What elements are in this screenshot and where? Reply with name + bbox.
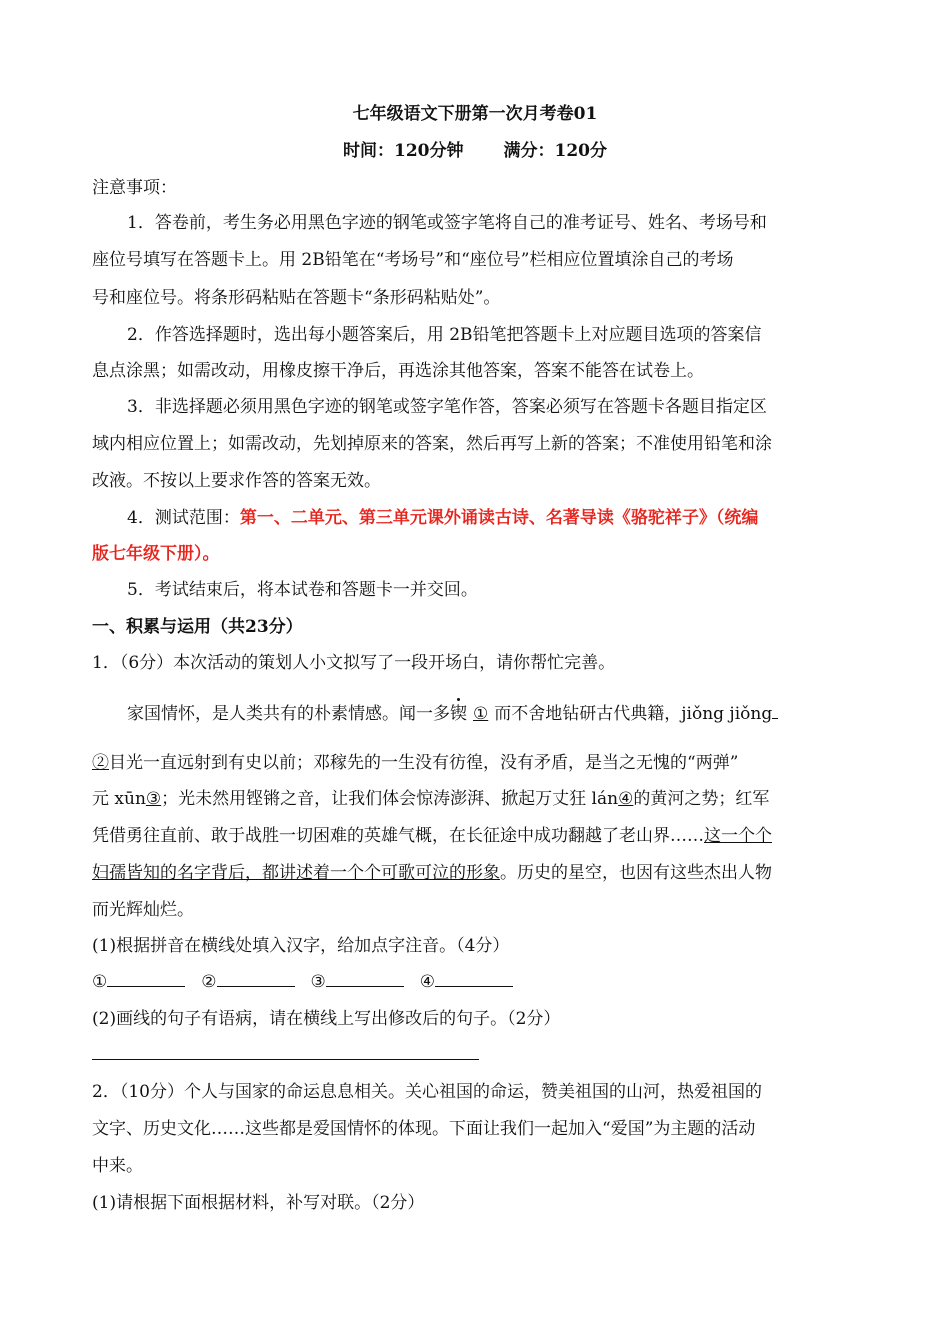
passage-text: 家国情怀，是人类共有的朴素情感。闻一多 xyxy=(127,704,450,724)
passage-text: 。历史的星空，也因有这些杰出人物 xyxy=(500,863,772,883)
blank-1[interactable]: ① xyxy=(473,704,489,724)
blank-4[interactable]: ④ xyxy=(618,789,634,809)
question-2-sub1: (1)请根据下面根据材料，补写对联。（2分） xyxy=(92,1193,425,1213)
answer-line[interactable] xyxy=(92,1059,479,1060)
blank-3[interactable]: ③ xyxy=(145,789,162,809)
passage-text: 目光一直远射到有史以前；邓稼先的一生没有彷徨，没有矛盾，是当之无愧的“两弹” xyxy=(109,753,739,773)
score-label: 满分：120分 xyxy=(503,141,607,161)
passage-line xyxy=(92,825,772,847)
question-2-line: 文字、历史文化……这些都是爱国情怀的体现。下面让我们一起加入“爱国”为主题的活动 xyxy=(92,1119,756,1139)
question-2-line: 2．（10分）个人与国家的命运息息相关。关心祖国的命运，赞美祖国的山河，热爱祖国的 xyxy=(92,1082,762,1102)
answer-field-1[interactable] xyxy=(107,970,185,987)
passage-text: 元 xūn xyxy=(92,789,146,809)
scope-text-cont: 版七年级下册）。 xyxy=(92,544,220,564)
blank-number: ② xyxy=(201,972,217,992)
notice-line: 5．考试结束后，将本试卷和答题卡一并交回。 xyxy=(127,580,478,600)
passage-line: 而光辉灿烂。 xyxy=(92,900,194,920)
notice-line: 改液。不按以上要求作答的答案无效。 xyxy=(92,471,381,491)
passage-text: 而不舍地钻研古代典籍，jiǒng jiǒng xyxy=(494,704,773,724)
underlined-sentence: 妇孺皆知的名字背后，都讲述着一个个可歌可泣的形象 xyxy=(92,863,500,883)
scope-text: 第一、二单元、第三单元课外诵读古诗、名著导读《骆驼祥子》（统编 xyxy=(239,508,759,528)
passage-line xyxy=(127,702,778,725)
notice-heading: 注意事项： xyxy=(92,178,177,198)
exam-meta xyxy=(0,140,950,162)
pinyin-underline xyxy=(772,702,778,719)
question-1-stem: 1．（6分）本次活动的策划人小文拟写了一段开场白，请你帮忙完善。 xyxy=(92,653,616,673)
passage-text: ；光未然用铿锵之音，让我们体会惊涛澎湃、掀起万丈狂 lán xyxy=(161,789,619,809)
notice-line: 号和座位号。将条形码粘贴在答题卡“条形码粘贴处”。 xyxy=(92,288,501,308)
answer-field-2[interactable] xyxy=(217,970,295,987)
exam-title: 七年级语文下册第一次月考卷01 xyxy=(352,104,598,124)
passage-text: 凭借勇往直前、敢于战胜一切困难的英雄气概，在长征途中成功翻越了老山界…… xyxy=(92,826,704,846)
notice-line: 座位号填写在答题卡上。用 2B铅笔在“考场号”和“座位号”栏相应位置填涂自己的考场 xyxy=(92,250,734,270)
answer-field-3[interactable] xyxy=(326,970,404,987)
question-1-sub1: (1)根据拼音在横线处填入汉字，给加点字注音。（4分） xyxy=(92,936,510,956)
notice-scope xyxy=(127,507,758,529)
time-label: 时间：120分钟 xyxy=(343,141,464,161)
passage-line xyxy=(92,862,772,884)
blank-number: ① xyxy=(92,972,108,992)
scope-prefix: 4．测试范围： xyxy=(127,508,240,528)
question-2-line: 中来。 xyxy=(92,1156,143,1176)
question-1-sub2: (2)画线的句子有语病，请在横线上写出修改后的句子。（2分） xyxy=(92,1009,561,1029)
notice-line: 息点涂黑；如需改动，用橡皮擦干净后，再选涂其他答案，答案不能答在试卷上。 xyxy=(92,361,704,381)
underlined-sentence: 这一个个 xyxy=(704,826,772,846)
section-heading: 一、积累与运用（共23分） xyxy=(92,617,303,637)
blank-2[interactable]: ② xyxy=(92,753,109,773)
notice-line: 2．作答选择题时，选出每小题答案后，用 2B铅笔把答题卡上对应题目选项的答案信 xyxy=(127,325,762,345)
notice-line: 3．非选择题必须用黑色字迹的钢笔或签字笔作答，答案必须写在答题卡各题目指定区 xyxy=(127,397,767,417)
blank-number: ③ xyxy=(310,972,326,992)
blank-number: ④ xyxy=(419,972,435,992)
answer-field-4[interactable] xyxy=(435,970,513,987)
dotted-char: 锲 xyxy=(450,704,467,724)
passage-text: 的黄河之势；红军 xyxy=(633,789,770,809)
answer-blanks xyxy=(92,970,513,993)
passage-line xyxy=(92,752,738,774)
passage-line xyxy=(92,788,769,810)
notice-line: 1．答卷前，考生务必用黑色字迹的钢笔或签字笔将自己的准考证号、姓名、考场号和 xyxy=(127,213,767,233)
notice-line: 域内相应位置上；如需改动，先划掉原来的答案，然后再写上新的答案；不准使用铅笔和涂 xyxy=(92,434,772,454)
